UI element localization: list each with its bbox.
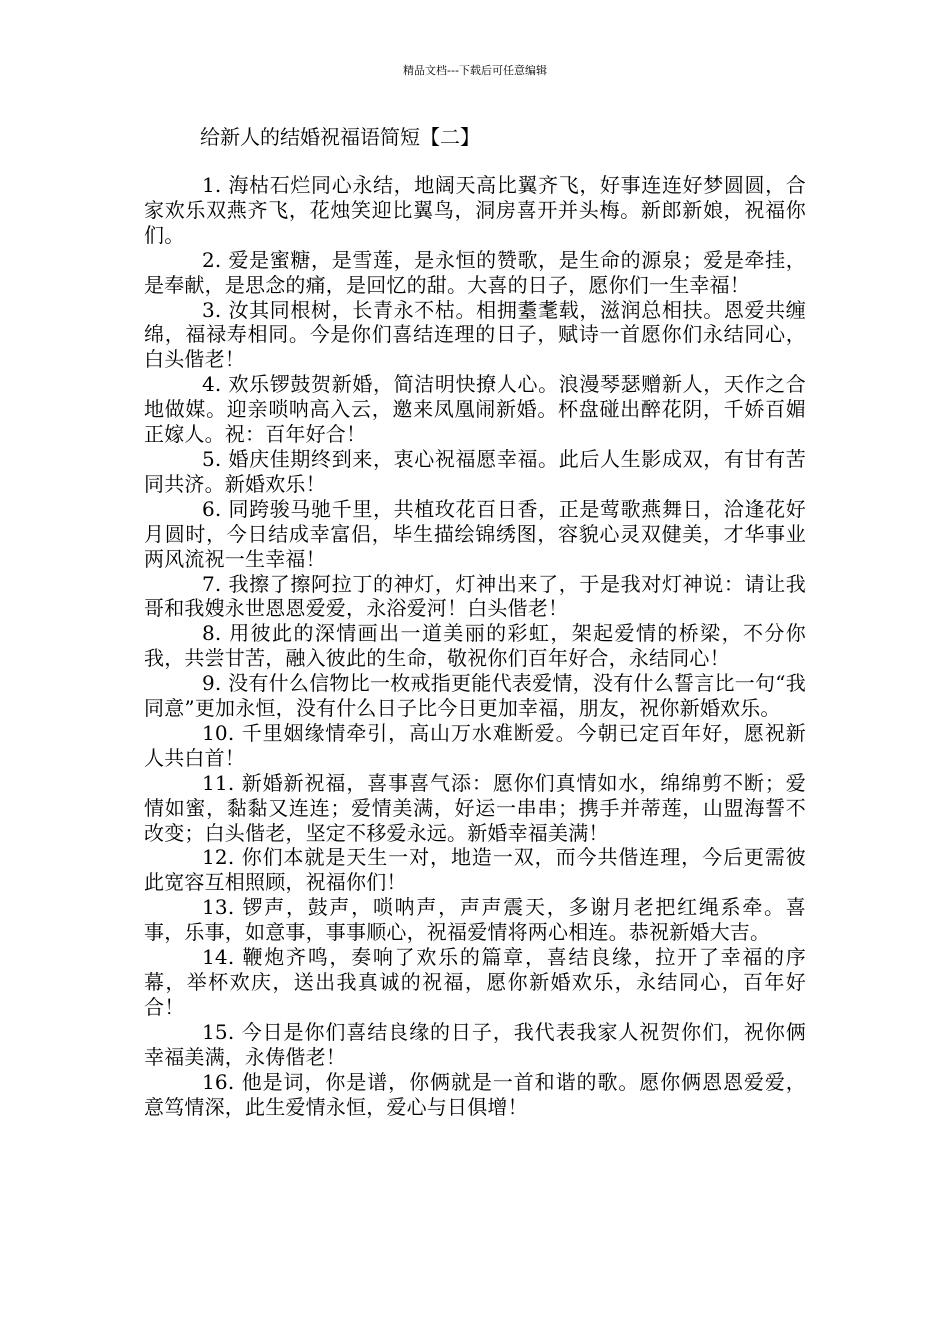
page-header: 精品文档---下载后可任意编辑: [403, 64, 547, 77]
paragraph: 16. 他是词，你是谱，你俩就是一首和谐的歌。愿你俩恩恩爱爱，意笃情深，此生爱情永恒，爱心与日俱增！: [144, 1069, 806, 1119]
document-title: 给新人的结婚祝福语简短【二】: [200, 125, 480, 149]
paragraph: 10. 千里姻缘情牵引，高山万水难断爱。今朝已定百年好，愿祝新人共白首！: [144, 720, 806, 770]
paragraph: 2. 爱是蜜糖，是雪莲，是永恒的赞歌，是生命的源泉；爱是牵挂，是奉献，是思念的痛，是回忆的甜。大喜的日子，愿你们一生幸福！: [144, 247, 806, 297]
paragraph: 7. 我擦了擦阿拉丁的神灯，灯神出来了，于是我对灯神说：请让我哥和我嫂永世恩恩爱爱，永浴爱河！白头偕老！: [144, 571, 806, 621]
paragraph: 15. 今日是你们喜结良缘的日子，我代表我家人祝贺你们，祝你俩幸福美满，永俦偕老！: [144, 1019, 806, 1069]
paragraph: 13. 锣声，鼓声，唢呐声，声声震天，多谢月老把红绳系牵。喜事，乐事，如意事，事事顺心，祝福爱情将两心相连。恭祝新婚大吉。: [144, 895, 806, 945]
paragraph: 9. 没有什么信物比一枚戒指更能代表爱情，没有什么誓言比一句“我同意”更加永恒，没有什么日子比今日更加幸福，朋友，祝你新婚欢乐。: [144, 671, 806, 721]
paragraph: 11. 新婚新祝福，喜事喜气添：愿你们真情如水，绵绵剪不断；爱情如蜜，黏黏又连连；爱情美满，好运一串串；携手并蒂莲，山盟海誓不改变；白头偕老，坚定不移爱永远。新婚幸福美满！: [144, 770, 806, 845]
paragraph: 12. 你们本就是天生一对，地造一双，而今共偕连理，今后更需彼此宽容互相照顾，祝福你们！: [144, 845, 806, 895]
paragraph: 8. 用彼此的深情画出一道美丽的彩虹，架起爱情的桥梁，不分你我，共尝甘苦，融入彼此的生命，敬祝你们百年好合，永结同心！: [144, 621, 806, 671]
paragraph: 5. 婚庆佳期终到来，衷心祝福愿幸福。此后人生影成双，有甘有苦同共济。新婚欢乐！: [144, 446, 806, 496]
paragraph: 3. 汝其同根树，长青永不枯。相拥耋耄载，滋润总相扶。恩爱共缠绵，福禄寿相同。今是你们喜结连理的日子，赋诗一首愿你们永结同心，白头偕老！: [144, 297, 806, 372]
paragraph: 1. 海枯石烂同心永结，地阔天高比翼齐飞，好事连连好梦圆圆，合家欢乐双燕齐飞，花烛笑迎比翼鸟，洞房喜开并头梅。新郎新娘，祝福你们。: [144, 173, 806, 247]
paragraph: 6. 同跨骏马驰千里，共植玫花百日香，正是莺歌燕舞日，洽逢花好月圆时，今日结成幸富侣，毕生描绘锦绣图，容貌心灵双健美，才华事业两风流祝一生幸福！: [144, 496, 806, 571]
paragraph: 4. 欢乐锣鼓贺新婚，简洁明快撩人心。浪漫琴瑟赠新人，天作之合地做媒。迎亲唢呐高入云，邀来凤凰闹新婚。杯盘碰出醉花阴，千娇百媚正嫁人。祝：百年好合！: [144, 372, 806, 447]
document-body: [144, 173, 806, 1119]
paragraph: 14. 鞭炮齐鸣，奏响了欢乐的篇章，喜结良缘，拉开了幸福的序幕，举杯欢庆，送出我真诚的祝福，愿你新婚欢乐，永结同心，百年好合！: [144, 945, 806, 1019]
